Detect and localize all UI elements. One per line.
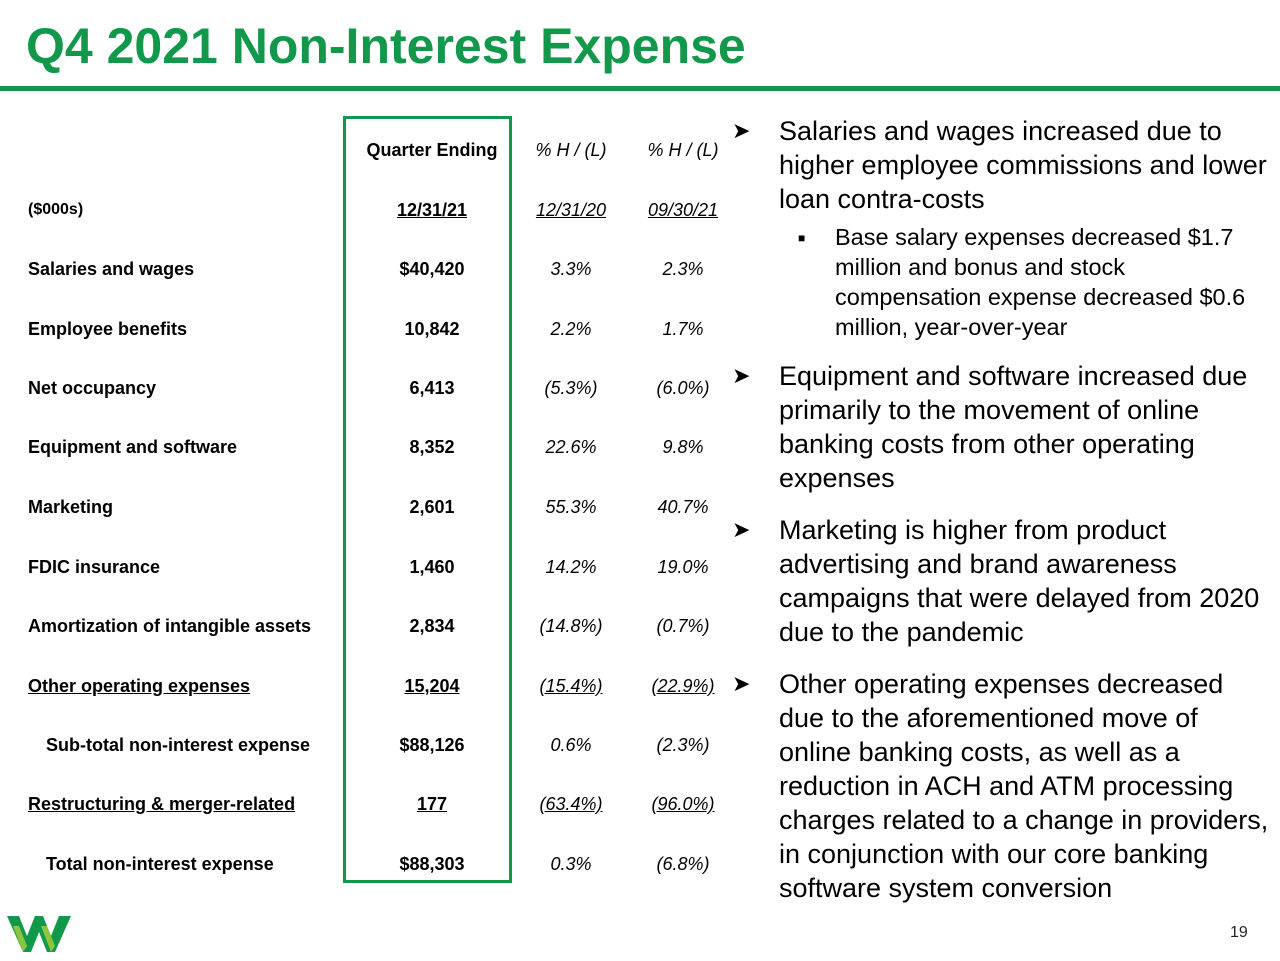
row-label: Marketing bbox=[28, 497, 114, 517]
row-pct-qoq: 40.7% bbox=[657, 497, 709, 517]
row-label: Total non-interest expense bbox=[46, 854, 274, 874]
row-value: 8,352 bbox=[409, 437, 455, 457]
row-pct-qoq: (96.0%) bbox=[651, 794, 715, 814]
row-value: 2,601 bbox=[409, 497, 455, 517]
row-label: Amortization of intangible assets bbox=[28, 616, 312, 636]
w-logo-icon bbox=[5, 908, 73, 956]
row-value: $40,420 bbox=[399, 259, 465, 279]
title-divider bbox=[0, 86, 1280, 91]
row-value: 6,413 bbox=[409, 378, 455, 398]
row-pct-yoy: (14.8%) bbox=[539, 616, 603, 636]
row-label: Other operating expenses bbox=[28, 676, 251, 696]
row-value: 177 bbox=[416, 794, 448, 814]
company-logo bbox=[5, 908, 73, 961]
row-value: 10,842 bbox=[404, 319, 460, 339]
row-pct-yoy: (15.4%) bbox=[539, 676, 603, 696]
row-pct-yoy: 0.3% bbox=[550, 854, 592, 874]
row-pct-qoq: (6.8%) bbox=[656, 854, 710, 874]
row-pct-qoq: (2.3%) bbox=[656, 735, 710, 755]
row-label: Sub-total non-interest expense bbox=[46, 735, 311, 755]
page-number: 19 bbox=[1230, 924, 1248, 941]
row-pct-qoq: (6.0%) bbox=[656, 378, 710, 398]
row-label: FDIC insurance bbox=[28, 557, 161, 577]
row-value: $88,303 bbox=[399, 854, 465, 874]
square-bullet-icon: ■ bbox=[798, 231, 806, 245]
bullet-equipment: Equipment and software increased due primarily to the movement of online banking costs from other operating expenses bbox=[779, 361, 1248, 493]
row-label: Net occupancy bbox=[28, 378, 157, 398]
page-title: Q4 2021 Non-Interest Expense bbox=[26, 18, 746, 74]
date-prior-year: 12/31/20 bbox=[535, 200, 607, 220]
row-value: 1,460 bbox=[409, 557, 455, 577]
row-pct-yoy: 3.3% bbox=[550, 259, 592, 279]
row-value: 15,204 bbox=[404, 676, 460, 696]
row-pct-qoq: (0.7%) bbox=[656, 616, 710, 636]
arrow-bullet-icon: ➤ bbox=[732, 118, 751, 143]
header-pct-yoy: % H / (L) bbox=[535, 140, 607, 160]
row-pct-yoy: 55.3% bbox=[545, 497, 597, 517]
date-prior-quarter: 09/30/21 bbox=[647, 200, 719, 220]
bullet-other-operating: Other operating expenses decreased due to the aforementioned move of online banking costs, as well as a reduction in ACH and ATM processing charges related to a change in providers, in conjunction with our core banking software system conversion bbox=[779, 669, 1269, 903]
row-pct-yoy: 14.2% bbox=[545, 557, 597, 577]
row-label: Salaries and wages bbox=[28, 259, 195, 279]
row-label: Employee benefits bbox=[28, 319, 188, 339]
row-pct-yoy: 2.2% bbox=[550, 319, 592, 339]
header-quarter-ending: Quarter Ending bbox=[366, 140, 498, 160]
bullet-salaries: Salaries and wages increased due to higher employee commissions and lower loan contra-costs bbox=[779, 116, 1267, 214]
header-pct-qoq: % H / (L) bbox=[647, 140, 719, 160]
row-label: Restructuring & merger-related bbox=[28, 794, 296, 814]
row-pct-yoy: (63.4%) bbox=[539, 794, 603, 814]
row-pct-qoq: 2.3% bbox=[662, 259, 704, 279]
arrow-bullet-icon: ➤ bbox=[732, 671, 751, 696]
row-pct-yoy: 22.6% bbox=[545, 437, 597, 457]
row-label: Equipment and software bbox=[28, 437, 238, 457]
units-label: ($000s) bbox=[28, 201, 84, 218]
row-pct-qoq: (22.9%) bbox=[651, 676, 715, 696]
row-value: $88,126 bbox=[399, 735, 465, 755]
row-pct-yoy: 0.6% bbox=[550, 735, 592, 755]
row-pct-qoq: 1.7% bbox=[662, 319, 704, 339]
row-pct-qoq: 19.0% bbox=[657, 557, 709, 577]
row-pct-qoq: 9.8% bbox=[662, 437, 704, 457]
arrow-bullet-icon: ➤ bbox=[732, 517, 751, 542]
date-current-quarter: 12/31/21 bbox=[396, 200, 468, 220]
sub-bullet-base-salary: Base salary expenses decreased $1.7 million and bonus and stock compensation expense decreased $0.6 million, year-over-year bbox=[835, 224, 1246, 340]
bullet-marketing: Marketing is higher from product advertising and brand awareness campaigns that were delayed from 2020 due to the pandemic bbox=[779, 515, 1260, 647]
row-value: 2,834 bbox=[409, 616, 455, 636]
arrow-bullet-icon: ➤ bbox=[732, 363, 751, 388]
row-pct-yoy: (5.3%) bbox=[544, 378, 598, 398]
